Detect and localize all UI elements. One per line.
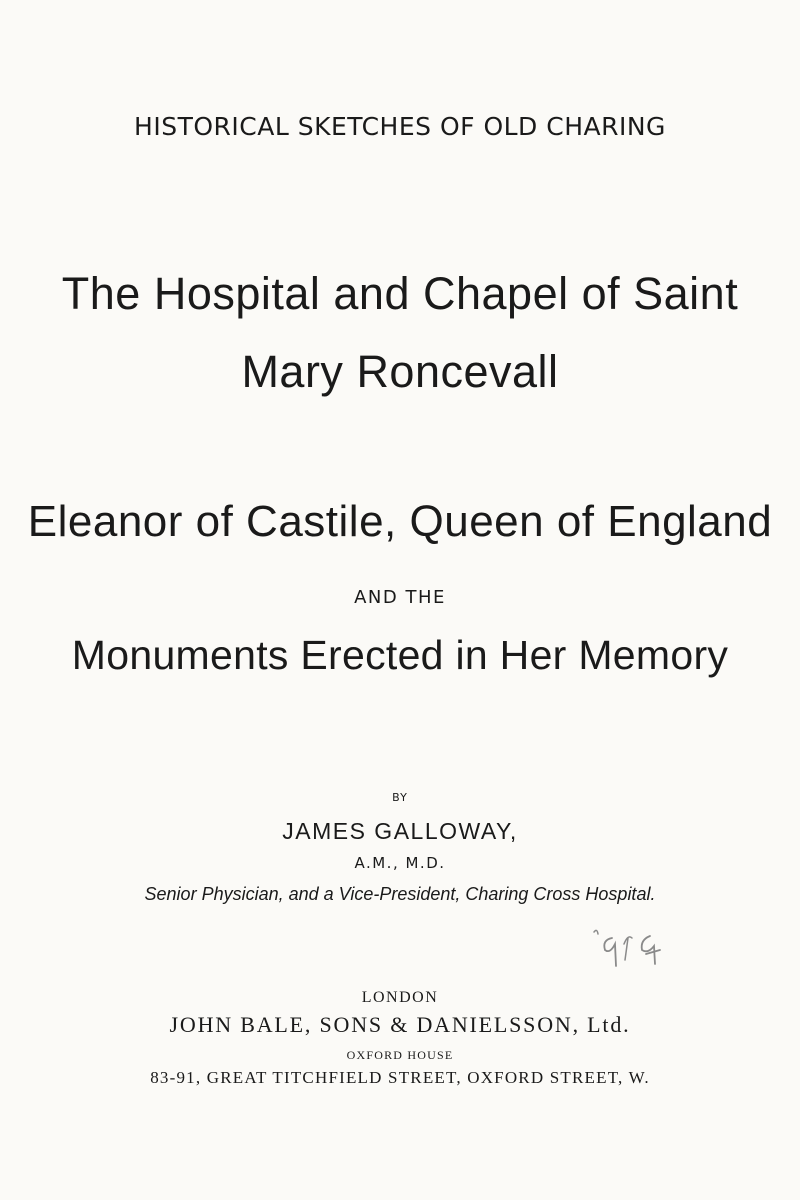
subtitle-line-1: Eleanor of Castile, Queen of England xyxy=(27,497,773,546)
author-name: JAMES GALLOWAY, xyxy=(282,818,518,844)
imprint-address: 83-91, GREAT TITCHFIELD STREET, OXFORD STREET, W. xyxy=(150,1068,650,1087)
subtitle-connector: AND THE xyxy=(354,587,446,608)
series-title: HISTORICAL SKETCHES OF OLD CHARING xyxy=(134,112,666,141)
author-degrees: A.M., M.D. xyxy=(354,854,446,872)
handwritten-mark xyxy=(588,920,668,980)
imprint-place: LONDON xyxy=(361,989,439,1006)
imprint-house: OXFORD HOUSE xyxy=(346,1048,454,1062)
author-position: Senior Physician, and a Vice-President, Charing Cross Hospital. xyxy=(144,884,656,904)
by-label: BY xyxy=(392,791,408,804)
main-title-line-2: Mary Roncevall xyxy=(241,346,559,397)
subtitle-line-2: Monuments Erected in Her Memory xyxy=(71,632,729,678)
main-title-line-1: The Hospital and Chapel of Saint xyxy=(61,268,739,319)
imprint-publisher: JOHN BALE, SONS & DANIELSSON, Ltd. xyxy=(169,1012,631,1037)
